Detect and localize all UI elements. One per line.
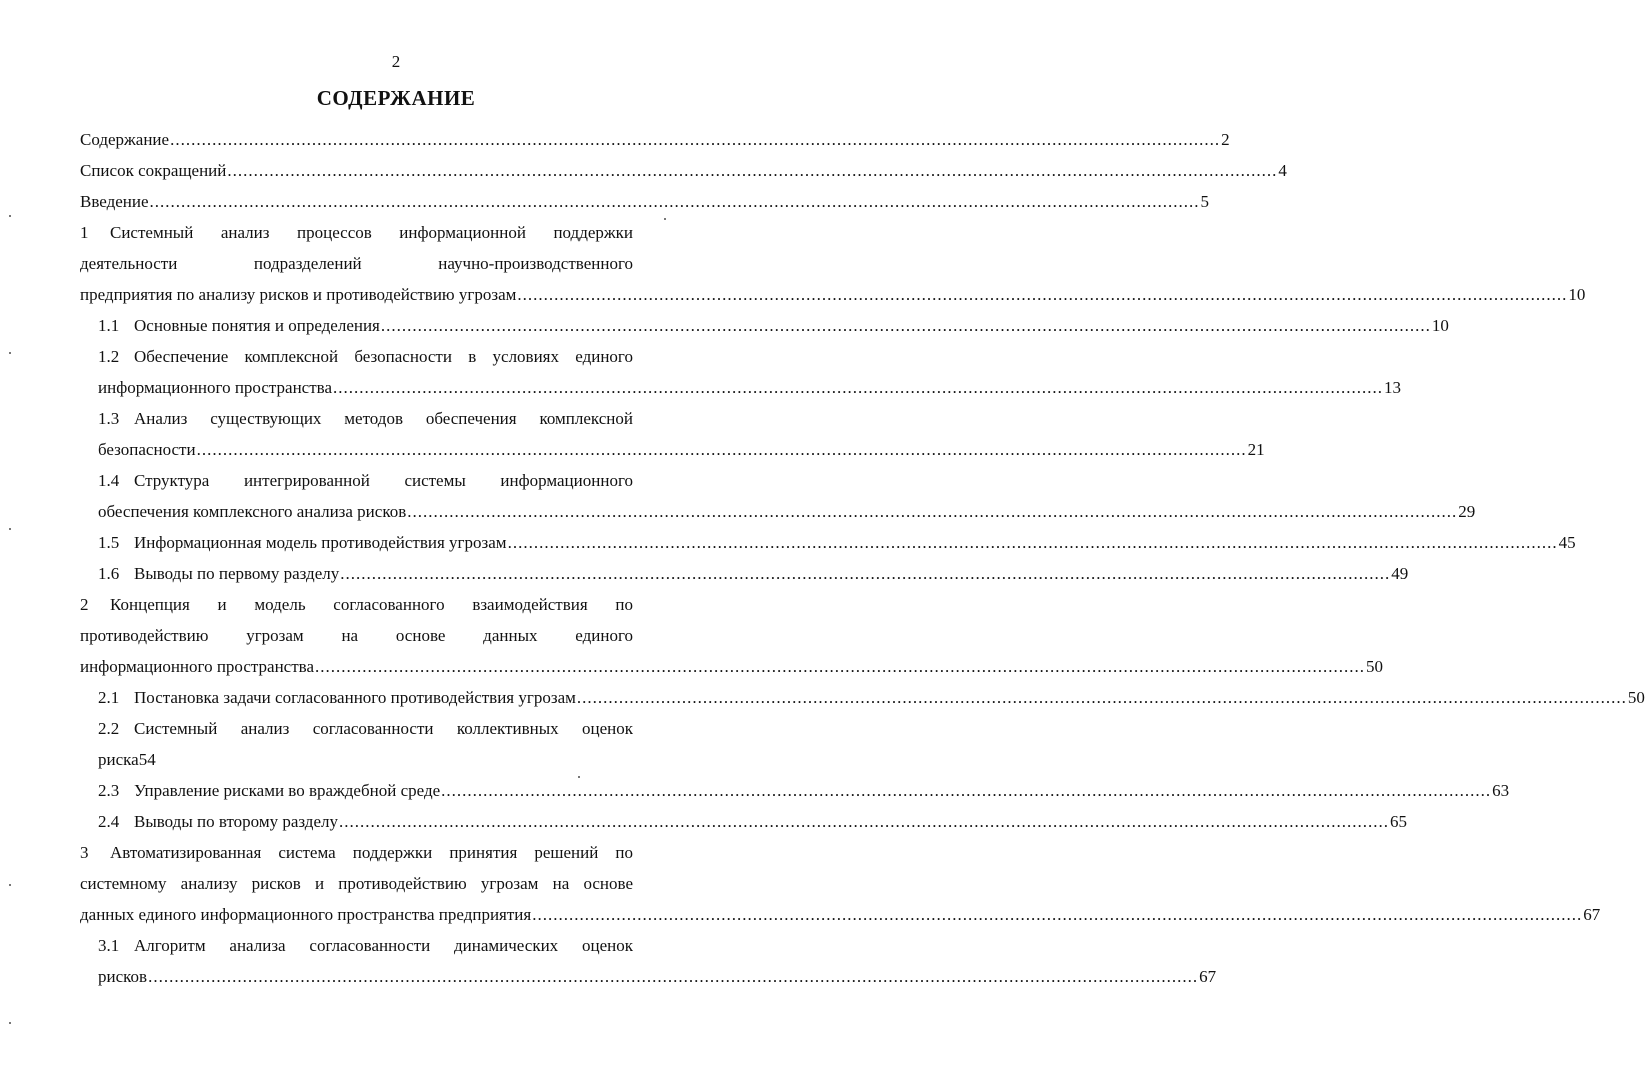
toc-entry-line: 1 Системный анализ процессов информационной поддержки [80,217,633,248]
page-title: СОДЕРЖАНИЕ [316,86,476,110]
dot-leader: ........................................................................................................................................................................................................ [333,378,1383,397]
scan-speck [9,215,11,217]
scan-speck [9,1022,11,1024]
toc-entry-text: Содержание [80,130,170,149]
toc-entry-text: Управление рисками во враждебной среде [134,781,441,800]
toc-entry-text: Выводы по первому разделу [134,564,340,583]
toc-chapter-2-line-3 [80,651,1383,682]
toc-section-1-5 [80,527,1576,558]
toc-entry-page: 45 [1558,533,1576,552]
scan-speck [9,884,11,886]
toc-chapter-3 [80,837,720,868]
dot-leader: ........................................................................................................................................................................................................ [340,564,1391,583]
toc-entry-text: Выводы по второму разделу [134,812,338,831]
dot-leader: ........................................................................................................................................................................................................ [148,967,1199,986]
dot-leader: ........................................................................................................................................................................................................ [517,285,1568,304]
toc-entry-introduction [80,186,1210,217]
toc-entry-line: системному анализу рисков и противодействию угрозам на основе [80,874,633,893]
toc-entry-line: 1.2 Обеспечение комплексной безопасности в условиях единого [98,341,633,372]
dot-leader: ........................................................................................................................................................................................................ [532,905,1583,924]
toc-section-3-1 [80,930,720,961]
toc-entry-number: 2 [80,595,89,614]
toc-entry-number: 1.1 [98,316,120,335]
toc-entry-number: 1.4 [98,471,120,490]
dot-leader: ........................................................................................................................................................................................................ [507,533,1558,552]
scan-speck [9,528,11,530]
toc-chapter-1-line-2 [80,248,720,279]
dot-leader: ........................................................................................................................................................................................................ [196,440,1247,459]
toc-entry-number: 1 [80,223,89,242]
dot-leader: ........................................................................................................................................................................................................ [407,502,1458,521]
toc-entry-text: Список сокращений [80,161,227,180]
table-of-contents [80,124,1645,992]
page-number: 2 [391,52,401,71]
toc-entry-text: предприятия по анализу рисков и противодействию угрозам [80,285,517,304]
toc-entry-page: 2 [1221,130,1230,149]
toc-entry-line: 1.4 Структура интегрированной системы информационного [98,465,633,496]
dot-leader: ........................................................................................................................................................................................................ [315,657,1365,676]
toc-chapter-1-line-3 [80,279,1586,310]
toc-entry-page: 29 [1458,502,1476,521]
toc-entry-line: деятельности подразделений научно-производственного [80,254,633,273]
toc-section-1-4-line-2 [80,496,1476,527]
toc-section-1-1 [80,310,1449,341]
toc-entry-text: данных единого информационного пространства предприятия [80,905,532,924]
toc-entry-number: 2.3 [98,781,120,800]
toc-section-1-2 [80,341,720,372]
toc-entry-line: 2.2 Системный анализ согласованности коллективных оценок [98,713,633,744]
scan-speck [664,218,666,220]
toc-entry-page: 13 [1384,378,1401,397]
toc-entry-text: Постановка задачи согласованного противодействия угрозам [134,688,576,707]
toc-entry-page: 67 [1583,905,1601,924]
toc-entry-text: риска54 [98,750,156,769]
toc-entry-text: Основные понятия и определения [134,316,380,335]
dot-leader: ........................................................................................................................................................................................................ [338,812,1389,831]
toc-chapter-2 [80,589,720,620]
toc-chapter-2-line-2 [80,620,720,651]
toc-entry-number: 3.1 [98,936,120,955]
toc-entry-line: 1.3 Анализ существующих методов обеспечения комплексной [98,403,633,434]
scan-speck [578,776,580,778]
toc-section-2-4 [80,806,1407,837]
dot-leader: ........................................................................................................................................................................................................ [576,688,1627,707]
toc-section-1-4 [80,465,720,496]
toc-entry-text: информационного пространства [98,378,332,397]
toc-entry-page: 50 [1366,657,1383,676]
toc-entry-text: Введение [80,192,149,211]
toc-section-1-6 [80,558,1409,589]
toc-entry-page: 67 [1199,967,1217,986]
toc-entry-page: 65 [1389,812,1407,831]
dot-leader: ........................................................................................................................................................................................................ [170,130,1221,149]
toc-entry-number: 2.4 [98,812,120,831]
toc-entry-number: 2.1 [98,688,120,707]
toc-chapter-1 [80,217,720,248]
toc-section-1-3 [80,403,720,434]
toc-entry-page: 63 [1492,781,1510,800]
toc-entry-line: 3 Автоматизированная система поддержки принятия решений по [80,837,633,868]
toc-entry-number: 2.2 [98,719,120,738]
toc-entry-page: 10 [1568,285,1586,304]
dot-leader: ........................................................................................................................................................................................................ [149,192,1200,211]
toc-entry-line: противодействию угрозам на основе данных единого [80,626,633,645]
toc-entry-text: информационного пространства [80,657,314,676]
toc-entry-line: 3.1 Алгоритм анализа согласованности динамических оценок [98,930,633,961]
toc-entry-page: 49 [1391,564,1409,583]
toc-entry-page: 5 [1200,192,1210,211]
toc-entry-text: рисков [98,967,148,986]
toc-section-1-2-line-2 [80,372,1401,403]
toc-entry-text: обеспечения комплексного анализа рисков [98,502,407,521]
dot-leader: ........................................................................................................................................................................................................ [227,161,1278,180]
toc-entry-number: 1.2 [98,347,120,366]
toc-entry-number: 1.5 [98,533,120,552]
toc-section-2-2-line-2 [80,744,720,775]
toc-section-1-3-line-2 [80,434,1265,465]
toc-entry-line: 2 Концепция и модель согласованного взаимодействия по [80,589,633,620]
dot-leader: ........................................................................................................................................................................................................ [380,316,1431,335]
toc-entry-number: 3 [80,843,89,862]
toc-entry-contents [80,124,1230,155]
toc-section-2-2 [80,713,720,744]
toc-chapter-3-line-3 [80,899,1601,930]
toc-entry-text: безопасности [98,440,196,459]
toc-entry-number: 1.6 [98,564,120,583]
toc-entry-page: 21 [1247,440,1265,459]
toc-section-2-1 [80,682,1645,713]
toc-entry-number: 1.3 [98,409,120,428]
toc-entry-page: 4 [1278,161,1287,180]
toc-chapter-3-line-2 [80,868,720,899]
dot-leader: ........................................................................................................................................................................................................ [441,781,1492,800]
toc-entry-abbreviations [80,155,1287,186]
toc-section-3-1-line-2 [80,961,1217,992]
toc-entry-page: 50 [1627,688,1645,707]
toc-section-2-3 [80,775,1510,806]
toc-entry-text: Информационная модель противодействия угрозам [134,533,507,552]
scan-speck [9,352,11,354]
toc-entry-page: 10 [1431,316,1449,335]
